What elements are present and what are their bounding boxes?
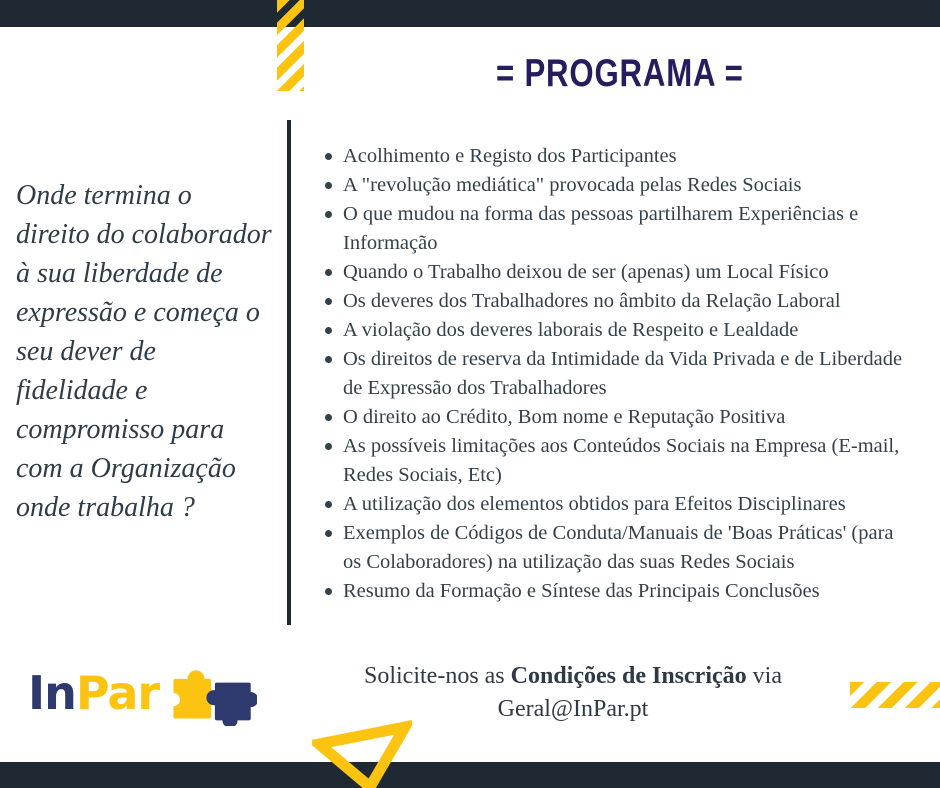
arrow-triangle-icon [312,720,412,788]
program-item: Exemplos de Códigos de Conduta/Manuais de 'Boas Práticas' (para os Colaboradores) na utilização das suas Redes Sociais [322,519,910,577]
inpar-logo-text [28,660,159,726]
vertical-divider [287,120,291,625]
program-item: Os deveres dos Trabalhadores no âmbito da Relação Laboral [322,287,910,316]
bottom-bar [0,762,940,788]
cta-text [330,660,816,726]
program-item: A "revolução mediática" provocada pelas Redes Sociais [322,171,910,200]
inpar-logo [28,660,257,726]
program-item: Quando o Trabalho deixou de ser (apenas) um Local Físico [322,258,910,287]
page-title [300,52,940,96]
program-item: O direito ao Crédito, Bom nome e Reputação Positiva [322,403,910,432]
program-item: A utilização dos elementos obtidos para Efeitos Disciplinares [322,490,910,519]
cta-bold: Condições de Inscrição [510,663,747,689]
program-list [322,142,910,606]
puzzle-pieces-icon [169,660,257,726]
hazard-stripes-icon [850,682,940,708]
top-bar [0,0,940,27]
program-item: As possíveis limitações aos Conteúdos Sociais na Empresa (E-mail, Redes Sociais, Etc) [322,432,910,490]
logo-part-in: In [28,666,76,720]
program-item: O que mudou na forma das pessoas partilharem Experiências e Informação [322,200,910,258]
program-item: Acolhimento e Registo dos Participantes [322,142,910,171]
program-item: Resumo da Formação e Síntese das Principais Conclusões [322,577,910,606]
logo-part-par: Par [75,666,160,720]
cta-prefix: Solicite-nos as [364,663,511,689]
program-item: A violação dos deveres laborais de Respeito e Lealdade [322,316,910,345]
quote-text: Onde termina o direito do colaborador à sua liberdade de expressão e começa o seu dever de fidelidade e compromisso para com a Organização onde trabalha ? [16,180,272,523]
program-item: Os direitos de reserva da Intimidade da Vida Privada e de Liberdade de Expressão dos Trabalhadores [322,345,910,403]
email-text: Geral@InPar.pt [497,696,649,722]
page-title-text: = PROGRAMA = [496,52,744,95]
cta-suffix: via [746,663,782,689]
